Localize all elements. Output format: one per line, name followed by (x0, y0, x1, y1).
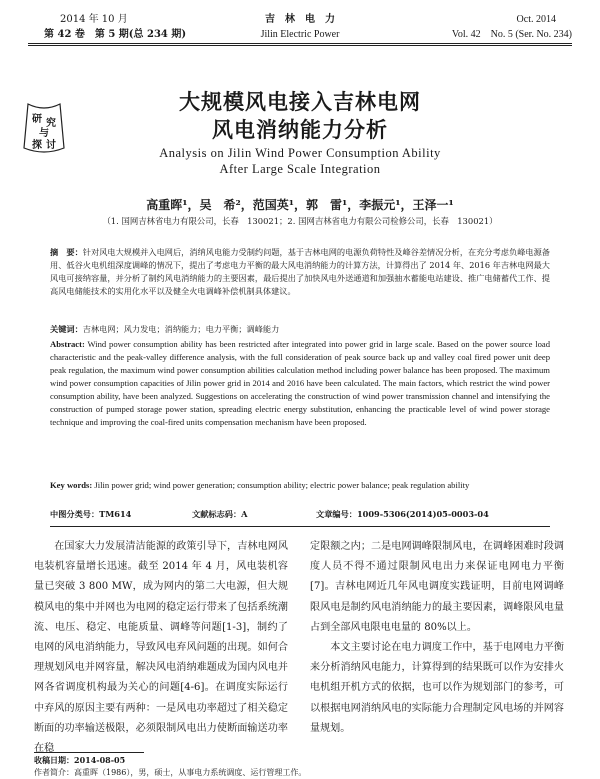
header-volume-en: Vol. 42 No. 5 (Ser. No. 234) (451, 29, 572, 40)
badge-char: 研 (32, 114, 42, 125)
title-en-line2: After Large Scale Integration (219, 162, 381, 176)
header-rule-thin (28, 45, 572, 46)
clc-number: 中图分类号：TM614 (50, 509, 132, 519)
header-date-zh: 2014 年 10 月 (60, 14, 128, 25)
badge-char: 探 (32, 140, 42, 151)
header-rule (28, 43, 572, 44)
article-number: 文章编号：1009-5306(2014)05-0003-04 (316, 509, 489, 519)
keywords-en-label: Key words: (50, 480, 93, 490)
body-paragraph: 本文主要讨论在电力调度工作中，基于电网电力平衡来分析消纳风电能力，计算得到的结果既可以作为安排火电机组开机方式的依据，也可以作为规划部门的参考，可以根据电网消纳风电的实际能力合理制定风电场的并网容量规划。 (310, 642, 564, 734)
abstract-en (50, 338, 550, 429)
keywords-zh-label: 关键词： (50, 324, 83, 334)
footnote-author-bio: 作者简介：高重晖（1986），男，硕士，从事电力系统调度、运行管理工作。 (34, 768, 307, 777)
header-journal-zh: 吉 林 电 力 (265, 14, 335, 25)
keywords-en (50, 479, 550, 492)
header-journal-en: Jilin Electric Power (260, 29, 340, 40)
keywords-zh-text: 吉林电网；风力发电；消纳能力；电力平衡；调峰能力 (82, 324, 280, 334)
authors: 高重晖¹，吴 希²，范国英¹，郭 雷¹，李振元¹，王泽一¹ (146, 198, 454, 212)
title-zh-line1: 大规模风电接入吉林电网 (179, 89, 421, 114)
footnote-rule (34, 752, 144, 753)
abstract-zh (50, 246, 550, 298)
abstract-zh-label: 摘 要： (50, 247, 83, 257)
footnote-received: 收稿日期：2014-08-05 (34, 755, 126, 765)
badge-char: 讨 (46, 140, 56, 151)
body-paragraph: 定限额之内；二是电网调峰限制风电，在调峰困难时段调度人员不得不通过限制风电出力来保证电网电力平衡[7]。吉林电网近几年风电调度实践证明，目前电网调峰限风电是制约风电消纳能力的最主要因素，调峰限风电量占到全部风电限电电量的 80%以上。 (310, 541, 564, 633)
badge-char: 究 (46, 118, 56, 129)
affiliation: （1. 国网吉林省电力有限公司，长春 130021；2. 国网吉林省电力有限公司检修公司，长春 130021） (102, 216, 498, 226)
abstract-en-label: Abstract: (50, 339, 85, 349)
badge-char: 与 (39, 128, 49, 139)
header-date-en: Oct. 2014 (516, 14, 556, 25)
abstract-rule (50, 526, 550, 527)
doc-code: 文献标志码：A (192, 509, 248, 519)
body-left-column (34, 537, 288, 759)
section-badge (22, 102, 66, 154)
body-paragraph: 在国家大力发展清洁能源的政策引导下，吉林电网风电装机容量增长迅速。截至 2014 年 4 月，风电装机容量已突破 3 800 MW，成为网内的第二大电源，但大规模风电的集中并网也为电网的稳定运行带来了包括系统潮流、电压、稳定、电能质量、调峰等问题[1-3]，制约了电网的风电消纳能力，导致风电弃风问题的出现。如何合理规划风电并网容量，解决风电消纳难题成为国内风电并网各省调度机构最为关心的问题[4-6]。在调度实际运行中弃风的原因主要有两种：一是风电功率超过了相关稳定断面的功率输送极限，必须限制风电出力使断面输送功率在稳 (34, 541, 288, 755)
header-volume-zh: 第 42 卷 第 5 期(总 234 期) (44, 29, 187, 40)
title-en-line1: Analysis on Jilin Wind Power Consumption Ability (159, 146, 441, 160)
abstract-en-text: Wind power consumption ability has been restricted after integrated into power grid in large scale. Based on the power source load characteristic and the peak-valley difference analysis, with the full consideration of peak source back up and valley coal fired power unit deep peak regulation, the maximum wind power consumption abilities calculation method including power balance has been proposed. The maximum wind power consumption capacities of Jilin power grid in 2014 and 2016 have been calculated. The main factors, which restrict the wind power consumption ability, have been analyzed. Suggestions on accelerating the construction of wind power transmission channel and intensifying the construction of pumped storage power station, spreading electric energy substitution, enhancing the practicable level of wind power storage technique and improving the coal-fired units compensation mechanism have been proposed. (50, 339, 551, 427)
keywords-zh (50, 323, 550, 336)
abstract-zh-text: 针对风电大规模并入电网后，消纳风电能力受制约问题，基于吉林电网的电源负荷特性及峰谷差情况分析，在充分考虑负峰电源备用、低谷火电机组深度调峰的情况下，提出了考虑电力平衡的最大风电消纳能力的计算方法，计算得出了 2014 年、2016 年吉林电网最大风电可接纳容量，并分析了制约风电消纳能力的主要因素，最后提出了加快风电外送通道和加强抽水蓄能电站建设、推广电储蓄代工作、提高风电储能技术的实用化水平以及健全火电调峰补偿机制具体建议。 (50, 247, 550, 296)
title-zh-line2: 风电消纳能力分析 (212, 117, 388, 142)
body-right-column (310, 537, 564, 739)
keywords-en-text: Jilin power grid; wind power generation; consumption ability; electric power balance; peak regulation ability (94, 480, 470, 490)
